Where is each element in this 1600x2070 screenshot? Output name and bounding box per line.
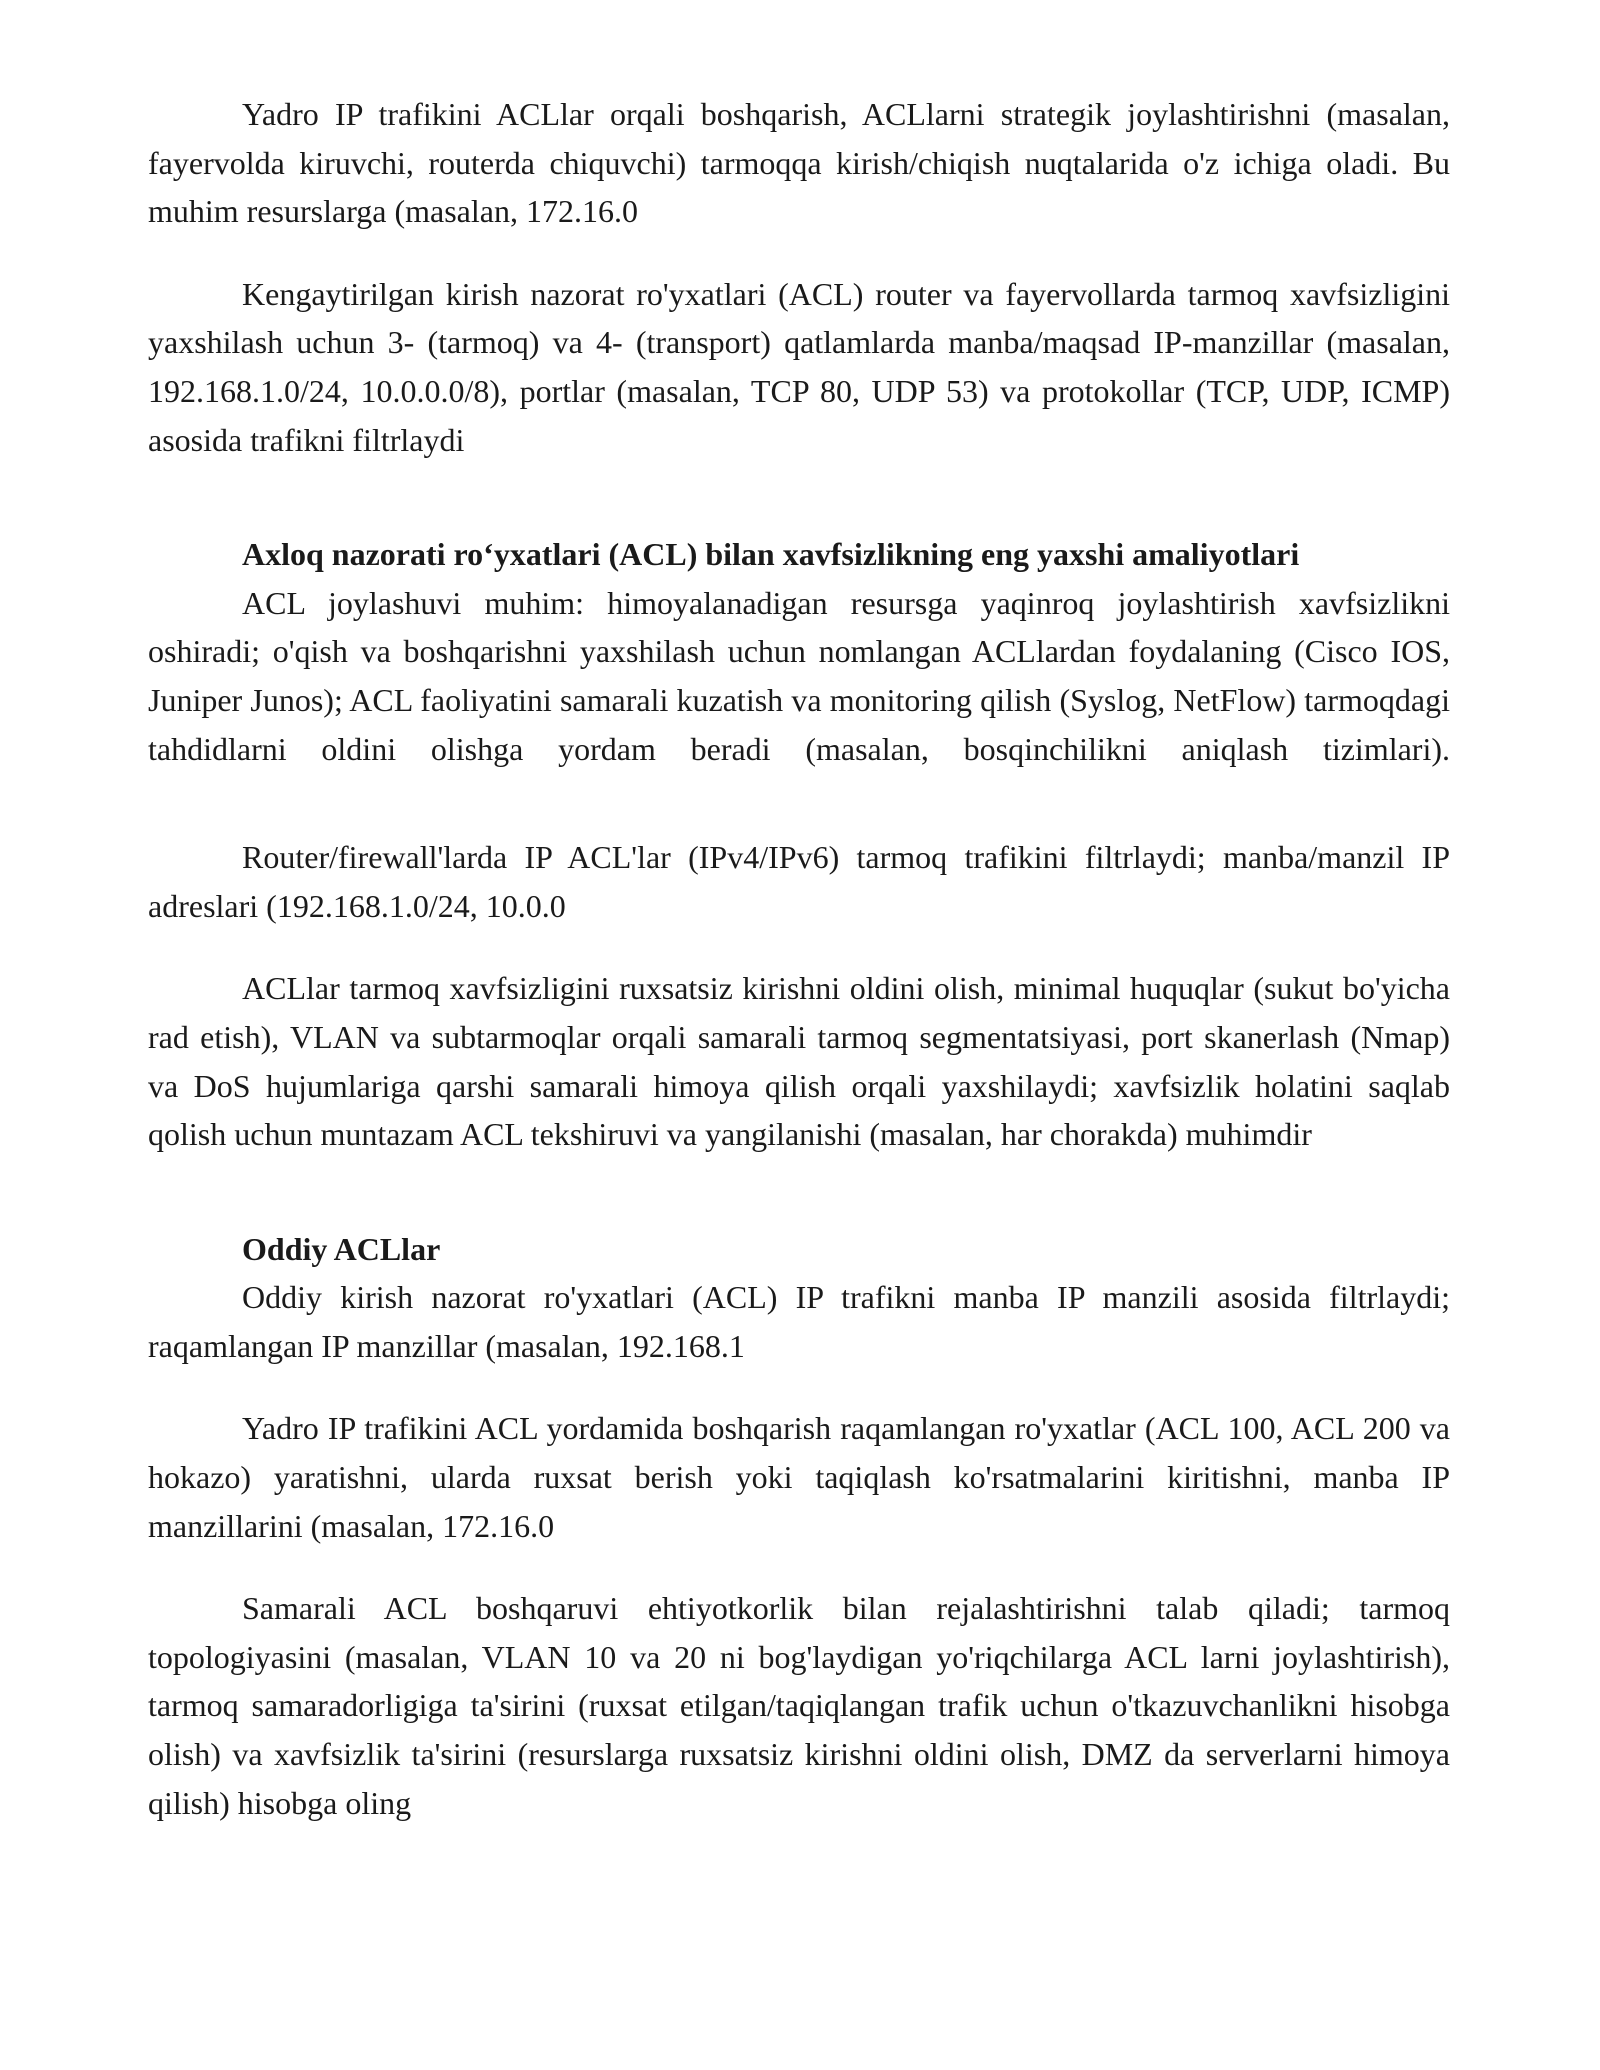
spacer bbox=[148, 498, 1450, 530]
document-page bbox=[148, 90, 1450, 1861]
paragraph-standard-acl: Oddiy kirish nazorat ro'yxatlari (ACL) IP trafikni manba IP manzili asosida filtrlaydi; raqamlangan IP manzillar (masalan, 192.168.1 bbox=[148, 1279, 1450, 1364]
paragraph-numbered-acl: Yadro IP trafikini ACL yordamida boshqarish raqamlangan ro'yxatlar (ACL 100, ACL 200 va hokazo) yaratishni, ularda ruxsat berish yoki taqiqlash ko'rsatmalarini kiritishni, manba IP manzillarini (masalan, 172.16.0 bbox=[148, 1410, 1450, 1544]
spacer bbox=[148, 1193, 1450, 1225]
spacer bbox=[148, 773, 1450, 833]
heading-best-practices: Axloq nazorati ro‘yxatlari (ACL) bilan xavfsizlikning eng yaxshi amaliyotlari bbox=[242, 536, 1300, 573]
paragraph-core-ip-traffic: Yadro IP trafikini ACLlar orqali boshqarish, ACLlarni strategik joylashtirishni (masalan, fayervolda kiruvchi, routerda chiquvchi) tarmoqqa kirish/chiqish nuqtalarida o'z ichiga oladi. Bu muhim resurslarga (masalan, 172.16.0 bbox=[148, 96, 1450, 230]
paragraph-ip-acl-router: Router/firewall'larda IP ACL'lar (IPv4/IPv6) tarmoq trafikini filtrlaydi; manba/manzil IP adreslari (192.168.1.0/24, 10.0.0 bbox=[148, 839, 1450, 924]
paragraph-acl-management: Samarali ACL boshqaruvi ehtiyotkorlik bilan rejalashtirishni talab qiladi; tarmoq topologiyasini (masalan, VLAN 10 va 20 ni bog'laydigan yo'riqchilarga ACL larni joylashtirish), tarmoq samaradorligiga ta'sirini (ruxsat etilgan/taqiqlangan trafik uchun o'tkazuvchanlikni hisobga olish) va xavfsizlik ta'sirini (resurslarga ruxsatsiz kirishni oldini olish, DMZ da serverlarni himoya qilish) hisobga oling bbox=[148, 1590, 1450, 1821]
heading-standard-acl: Oddiy ACLlar bbox=[242, 1230, 441, 1267]
paragraph-acl-security: ACLlar tarmoq xavfsizligini ruxsatsiz kirishni oldini olish, minimal huquqlar (sukut bo'yicha rad etish), VLAN va subtarmoqlar orqali samarali tarmoq segmentatsiyasi, port skanerlash (Nmap) va DoS hujumlariga qarshi samarali himoya qilish orqali yaxshilaydi; xavfsizlik holatini saqlab qolish uchun muntazam ACL tekshiruvi va yangilanishi (masalan, har chorakda) muhimdir bbox=[148, 970, 1450, 1153]
paragraph-extended-acl: Kengaytirilgan kirish nazorat ro'yxatlari (ACL) router va fayervollarda tarmoq xavfsizligini yaxshilash uchun 3- (tarmoq) va 4- (transport) qatlamlarda manba/maqsad IP-manzillar (masalan, 192.168.1.0/24, 10.0.0.0/8), portlar (masalan, TCP 80, UDP 53) va protokollar (TCP, UDP, ICMP) asosida trafikni filtrlaydi bbox=[148, 275, 1450, 458]
paragraph-acl-placement: ACL joylashuvi muhim: himoyalanadigan resursga yaqinroq joylashtirish xavfsizlikni oshiradi; o'qish va boshqarishni yaxshilash uchun nomlangan ACLlardan foydalaning (Cisco IOS, Juniper Junos); ACL faoliyatini samarali kuzatish va monitoring qilish (Syslog, NetFlow) tarmoqdagi tahdidlarni oldini olishga yordam beradi (masalan, bosqinchilikni aniqlash tizimlari). bbox=[148, 584, 1450, 767]
